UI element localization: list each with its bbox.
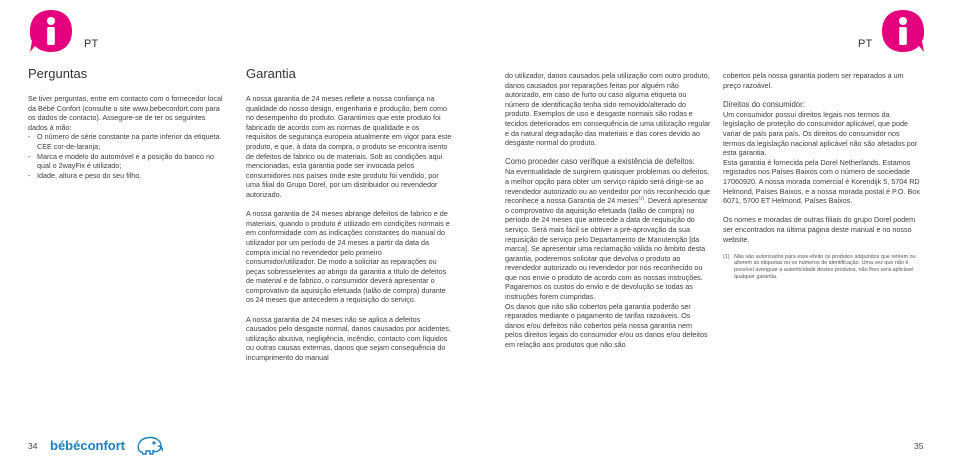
language-label-right: PT (858, 38, 873, 50)
garantia-continued-section (505, 71, 711, 350)
garantia-paragraph-1: A nossa garantia de 24 meses reflete a nossa confiança na qualidade do nosso design, engenharia e produção, bem como no desempenho do produto. Garantimos que este produto foi fabricado de acordo com as normas de qualidade e os requisitos de segurança europeia atualmente em vigor para este produto, e que, à data da compra, o produto se encontra isento de defeitos de fabrico ou de materiais. Sob as condições aqui mencionadas, esta garantia pode ser invocada pelos consumidores nos países onde este produto foi vendido, por uma filial do Grupo Dorel, por um distribuidor ou revendedor autorizado. (246, 94, 452, 199)
perguntas-section (28, 94, 225, 180)
footnote-number: (1) (723, 253, 730, 260)
danos-paragraph: Os danos que não são cobertos pela garantia poderão ser reparados mediante o pagamento de tarifas razoáveis. Os danos e/ou defeitos não cobertos pela nossa garantia nem pelos direitos legais do consumidor e/ou os danos e/ou defeitos em relação aos produtos que não são (505, 301, 708, 350)
garantia-paragraph-2: A nossa garantia de 24 meses abrange defeitos de fabrico e de materiais, quando o produto é utilizado em condições normais e em conformidade com as indicações constantes do manual do utilizador por um período de 24 meses a partir da data da compra inicial no revendedor pelo primeiro consumidor/utilizador. De modo a solicitar as reparações ou peças sobresselentes ao abrigo da garantia a título de defeitos de material e de fabrico, o consumidor deverá apresentar o comprovativo da aquisição efetuada (talão de compra) durante os 24 meses que antecedem a requisição do serviço. (246, 209, 450, 305)
garantia-paragraph-3: A nossa garantia de 24 meses não se aplica a defeitos causados pelo desgaste normal, danos causados por acidentes, utilização abusiva, negligência, incêndio, contacto com líquidos ou outras causas externas, danos que sejam consequência do incumprimento do manual (246, 314, 451, 363)
consumer-rights-section (723, 71, 921, 281)
page-number-left: 34 (28, 441, 38, 451)
logo-wordmark: bébéconfort (50, 438, 126, 453)
direitos-paragraph: Um consumidor possui direitos legais nos termos da legislação de proteção do consumidor aplicável, que pode variar de país para país. Os direitos do consumidor nos termos da legislação nacional aplicável não são afetados por esta garantia. (723, 109, 918, 158)
list-item: - Idade, altura e peso do seu filho. (28, 171, 225, 181)
garantia-paragraph-4: do utilizador, danos causados pela utilização com outro produto, danos causados por reparações feitas por alguém não autorizado, em caso de furto ou caso alguma etiqueta ou número de identificação tenha sido removido/alterado do produto. Exemplos de uso e desgaste normais são rodas e tecidos deteriorados em consequência de uma utilização regular e da natural degradação das materiais e das cores devido ao desgaste normal do produto. (505, 71, 711, 148)
filiais-paragraph: Os nomes e moradas de outras filiais do grupo Dorel podem ser encontrados na última página deste manual e no nosso website. (723, 215, 916, 244)
info-icon-left (28, 8, 74, 59)
garantia-heading: Garantia (246, 66, 296, 81)
direitos-subheading: Direitos do consumidor: (723, 99, 805, 109)
footnote (723, 254, 921, 281)
perguntas-list (28, 132, 225, 180)
info-icon-right (880, 8, 926, 59)
defeitos-text-a: Na eventualidade de surgirem quaisquer problemas ou defeitos, a melhor opção para obter um serviço rápido será dirigir-se ao revendedor autorizado ou ao vendedor por nós reconhecido que reconhece a nossa Garantia de 24 meses (505, 167, 710, 206)
footnote-text: Não são autorizados para esse efeito os produtos adquiridos que retirem ou alterem as etiquetas ou os números de identificação. Uma vez que não é possível averiguar a autenticidade destes produtos, não lhes será aplicável qualquer garantia. (734, 253, 916, 281)
elephant-logo-icon (138, 438, 162, 454)
defeitos-subheading: Como proceder caso verifique a existência de defeitos: (505, 157, 695, 167)
footnote-reference: (1) (638, 195, 644, 201)
bebeconfort-logo (50, 434, 168, 463)
list-item: - O número de série constante na parte inferior da etiqueta CEE cor-de-laranja; (28, 132, 225, 151)
list-item: - Marca e modelo do automóvel e a posição do banco no qual o 2wayFix é utilizado; (28, 152, 225, 171)
defeitos-text-b: . Deverá apresentar o comprovativo da aquisição efetuada (talão de compra) no período de 24 meses que antecede a data de requisição do serviço. Será mais fácil se obtiver a pré-aprovação da sua requisição de serviço pelo Departamento de Manutenção [da marca]. Se apresentar uma reclamação válida no âmbito desta garantia, poderemos solicitar que devolva o produto ao revendedor autorizado ou revendedor por nós reconhecido ou que nos envie o produto de acordo com as nossas instruções. Pagaremos os custos do envio e de devolução se todas as instruções forem cumpridas. (505, 196, 708, 302)
garantia-paragraph-5: cobertos pela nossa garantia podem ser reparados a um preço razoável. (723, 71, 904, 90)
perguntas-heading: Perguntas (28, 66, 88, 81)
defeitos-paragraph (505, 167, 711, 301)
dorel-paragraph: Esta garantia é fornecida pela Dorel Netherlands. Estamos registados nos Países Baixos com o número de sociedade 17060920. A nossa morada comercial é Korendijk 5, 5704 RD Helmond, Países Baixos, e a nossa morada postal é P.O. Box 6071, 5700 ET Helmond, Países Baixos. (723, 157, 920, 206)
garantia-section (246, 94, 452, 372)
page-number-right: 35 (914, 441, 924, 451)
perguntas-intro: Se tiver perguntas, entre em contacto com o fornecedor local da Bébé Confort (consulte o site www.bebeconfort.com para os dados de contacto). Assegure-se de ter os seguintes dados à mão: (28, 94, 223, 132)
language-label-left: PT (84, 38, 99, 50)
